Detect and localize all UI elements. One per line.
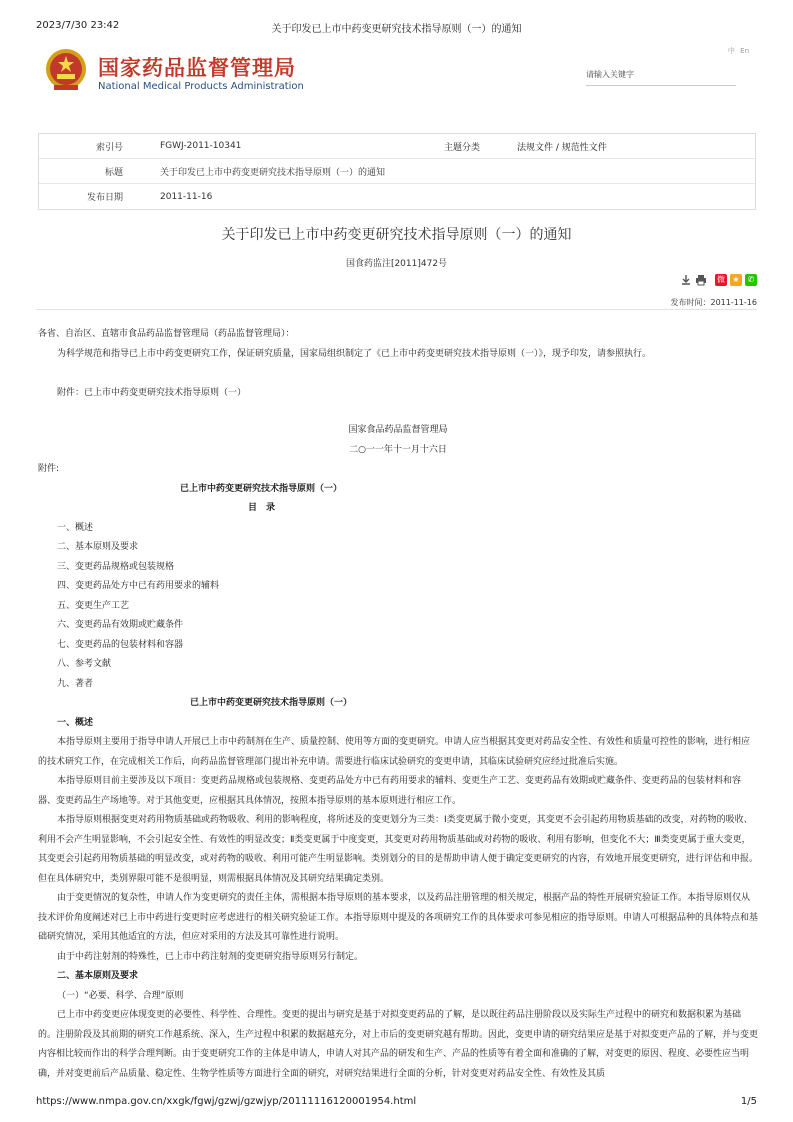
article-title: 关于印发已上市中药变更研究技术指导原则（一）的通知 [221, 227, 572, 243]
attachment-note-block [38, 384, 758, 404]
subsection-heading: （一）“必要、科学、合理”原则 [57, 990, 184, 1001]
print-icon[interactable] [695, 274, 707, 286]
print-header [36, 20, 757, 34]
index-label: 索引号 [95, 142, 123, 153]
toc-item: 三、变更药品规格或包装规格 [57, 561, 175, 572]
signature-org: 国家食品药品监督管理局 [348, 425, 448, 435]
site-name-en[interactable]: National Medical Products Administration [98, 81, 304, 92]
paragraph: 由于中药注射剂的特殊性，已上市中药注射剂的变更研究指导原则另行制定。 [57, 951, 364, 962]
toc-heading: 目 录 [248, 503, 276, 513]
category-value: 法规文件 / 规范性文件 [517, 142, 607, 153]
signature-date: 二○一一年十一月十六日 [349, 444, 447, 455]
guideline-heading: 已上市中药变更研究技术指导原则（一） [180, 483, 343, 494]
paragraph: 本指导原则目前主要涉及以下项目：变更药品规格或包装规格、变更药品处方中已有药用要求的辅料、变更生产工艺、变更药品有效期或贮藏条件、变更药品的包装材料和容器、变更药品生产场地等。对于其他变更，应根据其具体情况，按照本指导原则的基本原则进行相应工作。 [38, 776, 742, 806]
attachment-note: 附件：已上市中药变更研究技术指导原则（一） [57, 388, 247, 398]
national-emblem-icon[interactable] [44, 47, 88, 93]
toc-item: 一、概述 [57, 522, 94, 533]
page-url: https://www.nmpa.gov.cn/xxgk/fgwj/gzwj/gzwjyp/20111116120001954.html [36, 1096, 417, 1107]
index-value: FGWJ-2011-10341 [160, 141, 242, 151]
print-datetime: 2023/7/30 23:42 [36, 20, 120, 31]
date-label: 发布日期 [86, 193, 123, 203]
attachment-block [38, 460, 758, 1084]
section-heading: 二、基本原则及要求 [57, 971, 139, 981]
wechat-share-icon[interactable]: ✆ [745, 274, 757, 286]
search-input[interactable]: 请输入关键字 [586, 64, 736, 86]
paragraph: 已上市中药变更应体现变更的必要性、科学性、合理性。变更的提出与研究是基于对拟变更药品的了解，是以既往药品注册阶段以及实际生产过程中的研究和数据积累为基础的。注册阶段及其前期的研究工作越系统、深入，生产过程中积累的数据越充分，对上市后的变更研究越有帮助。因此，变更申请的研究结果应是基于对拟变更产品的了解，并与变更内容相比较而作出的科学合理判断。由于变更研究工作的主体是申请人，申请人对其产品的研发和生产、产品的性质等有着全面和准确的了解，对变更的原因、程度、必要性应当明确，并对变更前后产品质量、稳定性、生物学性质等方面进行全面的研究，对研究结果进行全面的分析，针对变更对药品安全性、有效性及其质 [38, 1010, 759, 1079]
toc-item: 二、基本原则及要求 [57, 542, 139, 552]
document-meta-table [38, 133, 756, 210]
site-name-cn[interactable]: 国家药品监督管理局 [98, 56, 296, 80]
paragraph: 本指导原则根据变更对药用物质基础或药物吸收、利用的影响程度，将所述及的变更划分为三类：Ⅰ类变更属于微小变更，其变更不会引起药用物质基础的改变，对药物的吸收、利用不会产生明显影响，不会引起安全性、有效性的明显改变；Ⅱ类变更属于中度变更，其变更对药用物质基础或对药物的吸收、利用有影响，但变化不大；Ⅲ类变更属于重大变更，其变更会引起药用物质基础的明显改变，或对药物的吸收、利用可能产生明显影响。类别划分的目的是帮助申请人便于确定变更研究的内容，有效地开展变更研究，进行评估和申报。但在具体研究中，类别界限可能不是很明显，则需根据具体情况及其研究结果确定类别。 [38, 815, 759, 884]
toc-item: 七、变更药品的包装材料和容器 [57, 639, 184, 650]
weibo-share-icon[interactable]: 微 [717, 275, 725, 284]
download-icon[interactable] [680, 274, 692, 286]
language-switch [725, 46, 749, 56]
attachment-label: 附件: [38, 464, 60, 474]
category-label: 主题分类 [443, 142, 480, 153]
document-number: 国食药监注[2011]472号 [345, 259, 448, 269]
guideline-heading-2: 已上市中药变更研究技术指导原则（一） [190, 698, 353, 708]
toc-item: 八、参考文献 [57, 659, 112, 669]
toc-item: 四、变更药品处方中已有药用要求的辅料 [57, 581, 220, 591]
article-body [38, 325, 758, 364]
lang-cn-link[interactable]: 中 [727, 47, 735, 55]
paragraph: 本指导原则主要用于指导申请人开展已上市中药制剂在生产、质量控制、使用等方面的变更研究。申请人应当根据其变更对药品安全性、有效性和质量可控性的影响，进行相应的技术研究工作，在完成相关工作后，向药品监督管理部门提出补充申请。需要进行临床试验研究的变更申请，其临床试验研究应经过批准后实施。 [38, 737, 751, 767]
article-tools [677, 273, 757, 287]
lang-en-link[interactable]: En [740, 47, 749, 55]
site-header [36, 44, 757, 104]
section-heading: 一、概述 [57, 717, 94, 728]
print-footer [36, 1096, 757, 1107]
print-page-title: 关于印发已上市中药变更研究技术指导原则（一）的通知 [271, 24, 522, 35]
toc-item: 五、变更生产工艺 [57, 600, 130, 611]
title-value: 关于印发已上市中药变更研究技术指导原则（一）的通知 [160, 167, 386, 178]
publish-time: 发布时间：2011-11-16 [670, 298, 757, 307]
paragraph: 由于变更情况的复杂性，申请人作为变更研究的责任主体，需根据本指导原则的基本要求，以及药品注册管理的相关规定，根据产品的特性开展研究验证工作。本指导原则仅从技术评价角度阐述对已上市中药进行变更时应考虑进行的相关研究验证工作。本指导原则中提及的各项研究工作的具体要求可参见相应的指导原则。申请人可根据品种的具体特点和基础研究情况，采用其他适宜的方法，但应对采用的方法及其可靠性进行说明。 [38, 893, 759, 942]
salutation: 各省、自治区、直辖市食品药品监督管理局（药品监督管理局）： [38, 329, 295, 339]
meta-row-date [39, 184, 755, 209]
meta-row-title [39, 159, 755, 184]
title-label: 标题 [104, 167, 123, 178]
toc-item: 六、变更药品有效期或贮藏条件 [57, 620, 184, 630]
intro-paragraph: 为科学规范和指导已上市中药变更研究工作，保证研究质量，国家局组织制定了《已上市中药变更研究技术指导原则（一）》，现予印发，请参照执行。 [57, 348, 652, 359]
meta-row-index [39, 134, 755, 159]
signature-block [38, 421, 758, 460]
toc-item: 九、著者 [57, 678, 94, 689]
qzone-share-icon[interactable]: ★ [730, 274, 742, 286]
page-number: 1/5 [740, 1096, 757, 1107]
date-value: 2011-11-16 [160, 191, 213, 202]
divider [36, 309, 757, 310]
